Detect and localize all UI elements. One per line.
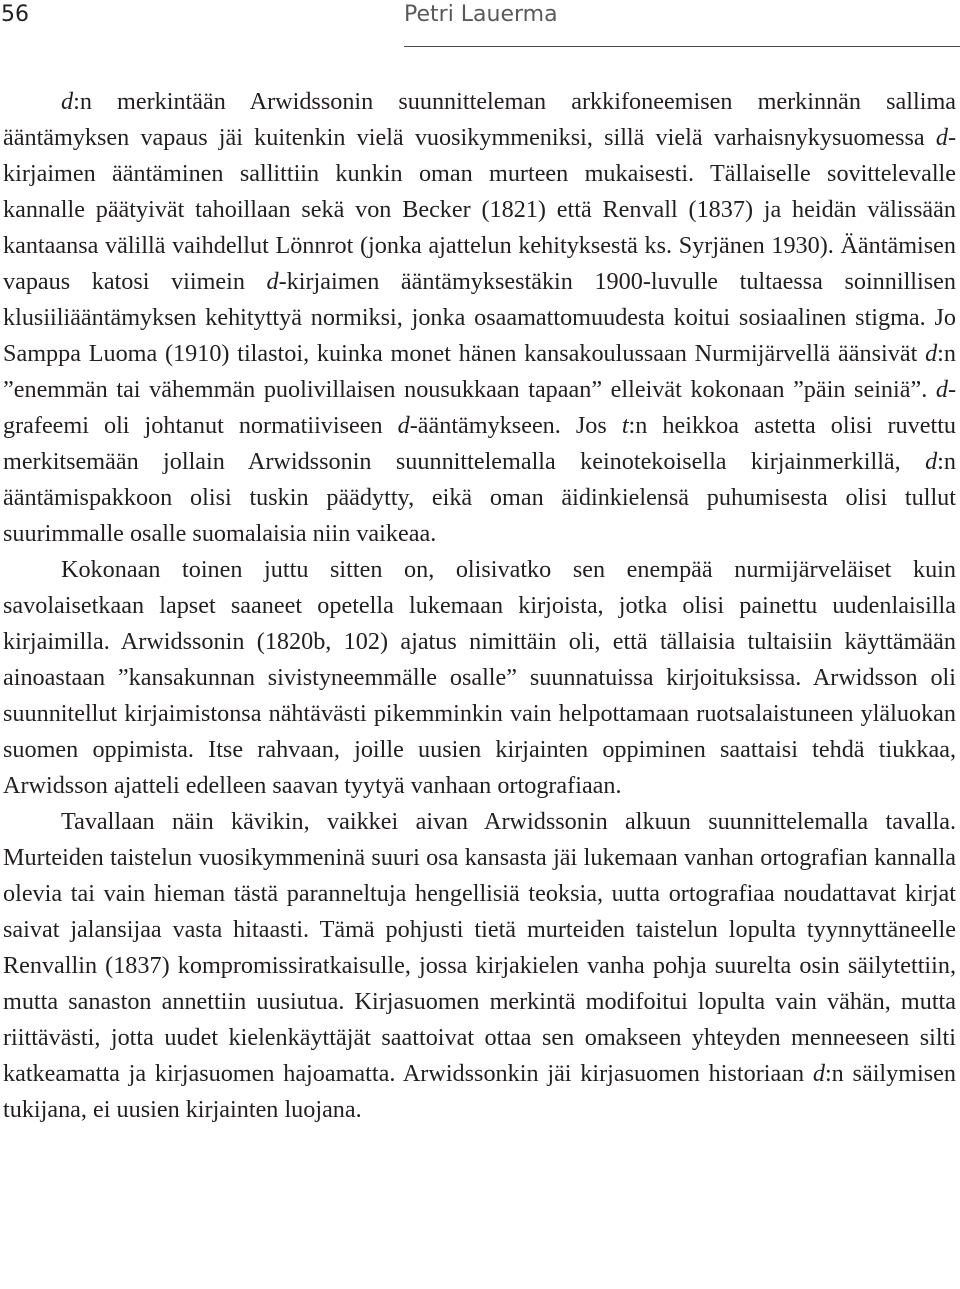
text-run: :n ”enemmän tai vähemmän puolivillaisen nousukkaan tapaan” elleivät kokonaan ”päin seiniä”. <box>3 340 956 403</box>
text-run: -grafeemi oli johtanut normatiiviseen <box>3 376 956 439</box>
italic-run: d <box>397 412 410 439</box>
paragraph-3 <box>3 804 956 1128</box>
italic-run: d <box>61 88 74 115</box>
italic-run: d <box>925 448 938 475</box>
page-header <box>0 0 960 48</box>
text-run: :n merkintään Arwidssonin suunnitteleman arkkifoneemisen merkinnän sallima ääntämyksen vapaus jäi kuitenkin vielä vuosikymmeniksi, sillä vielä varhaisnykysuomessa <box>3 88 956 151</box>
italic-run: d <box>266 268 279 295</box>
paragraph-1 <box>3 84 956 552</box>
text-run: :n ääntämispakkoon olisi tuskin päädytty, eikä oman äidinkielensä puhumisesta olisi tullut suurimmalle osalle suomalaisia niin vaikeaa. <box>3 448 956 547</box>
text-run: -ääntämykseen. Jos <box>409 412 622 439</box>
text-run: Kokonaan toinen juttu sitten on, olisivatko sen enempää nurmijärveläiset kuin savolaisetkaan lapset saaneet opetella lukemaan kirjoista, jotka olisi painettu uudenlaisilla kirjaimilla. Arwidssonin (1820b, 102) ajatus nimittäin oli, että tällaisia tultaisiin käyttämään ainoastaan ”kansakunnan sivistyneemmälle osalle” suunnatuissa kirjoituksissa. Arwidsson oli suunnitellut kirjaimistonsa nähtävästi pikemminkin vain helpottamaan ruotsalaistuneen yläluokan suomen oppimista. Itse rahvaan, joille uusien kirjainten oppiminen saattaisi tehdä tiukkaa, Arwidsson ajatteli edelleen saavan tyytyä vanhaan ortografiaan. <box>3 556 956 799</box>
italic-run: t <box>621 412 629 439</box>
body-text <box>3 84 956 1128</box>
text-run: Tavallaan näin kävikin, vaikkei aivan Arwidssonin alkuun suunnittelemalla tavalla. Murteiden taistelun vuosikymmeninä suuri osa kansasta jäi lukemaan vanhan ortografian kannalla olevia tai vain hieman tästä paranneltuja hengellisiä teoksia, uutta ortografiaa noudattavat kirjat saivat jalansijaa vasta hitaasti. Tämä pohjusti tietä murteiden taistelun lopulta tyynnyttäneelle Renvallin (1837) kompromissiratkaisulle, jossa kirjakielen vanha pohja suurelta osin säilytettiin, mutta sanaston annettiin uusiutua. Kirjasuomen merkintä modifoitui lopulta vain vähän, mutta riittävästi, jotta uudet kielenkäyttäjät saattoivat ottaa sen omakseen yhteyden menneeseen silti katkeamatta ja kirjasuomen hajoamatta. Arwidssonkin jäi kirjasuomen historiaan <box>3 808 956 1087</box>
text-run: -kirjaimen ääntämyksestäkin 1900-luvulle tultaessa soinnillisen klusiiliääntämyksen kehityttyä normiksi, jonka osaamattomuudesta koitui sosiaalinen stigma. Jo Samppa Luoma (1910) tilastoi, kuinka monet hänen kansakoulussaan Nurmijärvellä äänsivät <box>3 268 956 367</box>
running-head: Petri Lauerma <box>404 2 558 27</box>
italic-run: d <box>935 376 948 403</box>
italic-run: d <box>925 340 938 367</box>
italic-run: d <box>935 124 948 151</box>
italic-run: d <box>812 1060 825 1087</box>
paragraph-2 <box>3 552 956 804</box>
page-number: 56 <box>1 2 29 27</box>
text-run: :n säilymisen tukijana, ei uusien kirjainten luojana. <box>3 1060 956 1123</box>
text-run: :n heikkoa astetta olisi ruvettu merkitsemään jollain Arwidssonin suunnittelemalla keinotekoisella kirjainmerkillä, <box>3 412 957 475</box>
header-rule <box>404 46 960 47</box>
text-run: -kirjaimen ääntäminen sallittiin kunkin oman murteen mukaisesti. Tällaiselle sovittelevalle kannalle päätyivät tahoillaan sekä von Becker (1821) että Renvall (1837) ja heidän välissään kantaansa välillä vaihdellut Lönnrot (jonka ajattelun kehityksestä ks. Syrjänen 1930). Ääntämisen vapaus katosi viimein <box>3 124 956 295</box>
